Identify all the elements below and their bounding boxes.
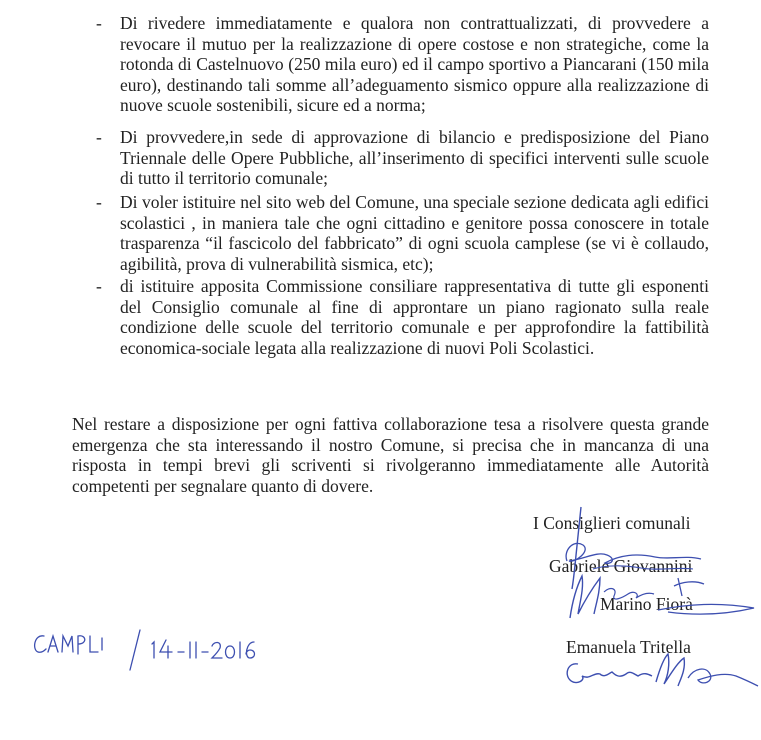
handwritten-place-date xyxy=(30,628,260,678)
bullet-dash: - xyxy=(96,127,102,147)
bullet-dash: - xyxy=(96,276,102,296)
signatures-heading: I Consiglieri comunali xyxy=(533,513,691,533)
signer-name: Marino Fiorà xyxy=(600,594,693,614)
handwritten-signature-fiora xyxy=(558,568,758,623)
bullet-text: Di provvedere,in sede di approvazione di bilancio e predisposizione del Piano Triennale delle Opere Pubbliche, all’inserimento di specifici interventi sulle scuole di tutto il territorio comunale; xyxy=(120,127,709,188)
bullet-text: Di voler istituire nel sito web del Comune, una speciale sezione dedicata agli edifici scolastici , in maniera tale che ogni cittadino e genitore possa conoscere in totale trasparenza “il fascicolo del fabbricato” di ogni scuola camplese (se vi è collaudo, agibilità, prova di vulnerabilità sismica, etc); xyxy=(120,192,709,274)
closing-paragraph: Nel restare a disposizione per ogni fattiva collaborazione tesa a risolvere questa grande emergenza che sta interessando il nostro Comune, si precisa che in mancanza di una risposta in tempi brevi gli scriventi si rivolgeranno immediatamente alle Autorità competenti per segnalare quanto di dovere. xyxy=(72,414,709,496)
signer-name: Emanuela Tritella xyxy=(566,637,691,657)
bullet-text: Di rivedere immediatamente e qualora non contrattualizzati, di provvedere a revocare il mutuo per la realizzazione di opere costose e non strategiche, come la rotonda di Castelnuovo (250 mila euro) ed il campo sportivo a Piancarani (150 mila euro), destinando tali somme all’adeguamento sismico oppure alla realizzazione di nuove scuole sostenibili, sicure ed a norma; xyxy=(120,13,709,115)
handwritten-signature-tritella xyxy=(560,650,760,700)
bullet-text: di istituire apposita Commissione consiliare rappresentativa di tutte gli esponenti del Consiglio comunale al fine di approntare un piano ragionato sulla reale condizione delle scuole del territorio comunale e per approfondire la fattibilità economica-sociale legata alla realizzazione di nuovi Poli Scolastici. xyxy=(120,276,709,358)
bullet-dash: - xyxy=(96,192,102,212)
bullet-dash: - xyxy=(96,13,102,33)
signer-name: Gabriele Giovannini xyxy=(549,556,693,576)
